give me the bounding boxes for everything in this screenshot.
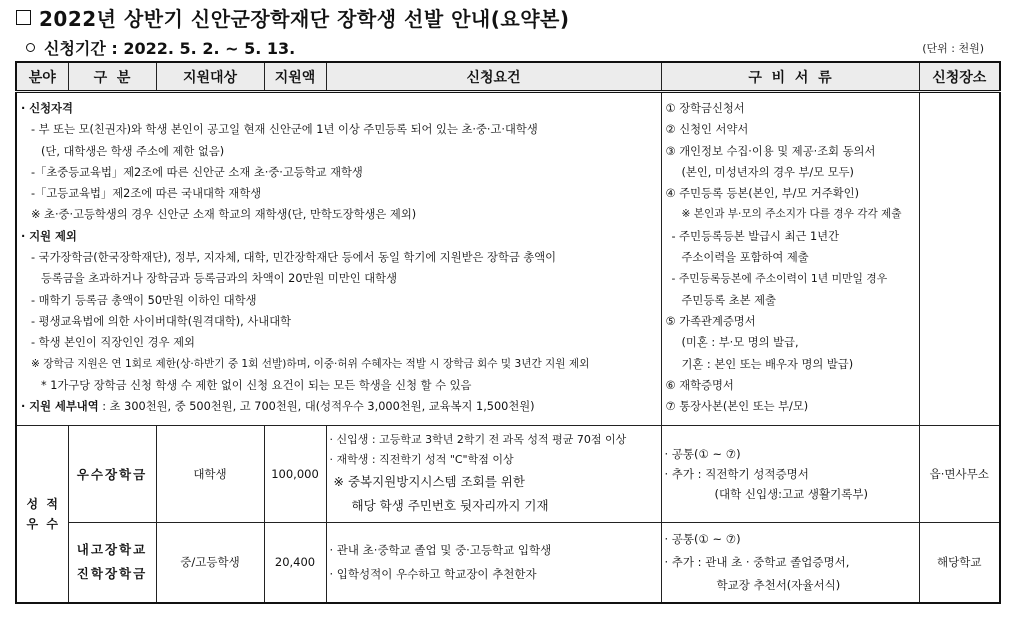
document-item: · 추가 : 관내 초 · 중학교 졸업증명서, [664,554,850,569]
merit-local-school-row [16,523,1000,603]
support-details-line [21,396,657,417]
section-eligibility: · 신청자격 [21,102,73,115]
place-cell: 읍·면사무소 [919,426,1000,523]
requirement-line: - 평생교육법에 의한 사이버대학(원격대학), 사내대학 [31,314,292,328]
requirement-note: * 1가구당 장학금 신청 학생 수 제한 없이 신청 요건이 되는 모든 학생을 신청 할 수 있음 [41,378,472,392]
checkbox-square-icon [16,10,31,25]
document-item: - 주민등록등본에 주소이력이 1년 미만일 경우 [671,272,888,286]
document-item: ⑥ 재학증명서 [665,378,734,392]
document-item: (대학 신입생:고교 생활기록부) [714,487,868,501]
document-item: 주민등록 초본 제출 [681,293,776,307]
general-documents-cell [661,92,919,426]
document-item: ① 장학금신청서 [665,102,745,115]
header-category: 구 분 [68,62,156,92]
document-item: ② 신청인 서약서 [665,123,749,137]
requirement-line: - 학생 본인이 직장인인 경우 제외 [31,336,195,350]
target-cell: 대학생 [156,426,264,523]
document-item: (미혼 : 부·모 명의 발급, [681,336,799,350]
circle-bullet-icon [26,43,35,52]
document-item: · 공통(① ~ ⑦) [664,531,741,546]
requirement-line: -「고등교육법」제2조에 따른 국내대학 재학생 [31,187,262,201]
requirement-line: - 부 또는 모(친권자)와 학생 본인이 공고일 현재 신안군에 1년 이상 주민등록 되어 있는 초·중·고·대학생 [31,123,538,137]
document-item: ③ 개인정보 수집·이용 및 제공·조회 동의서 [665,144,876,158]
merit-excellent-row [16,426,1000,523]
unit-label: (단위 : 천원) [922,42,984,55]
scholarship-name-line2: 진학장학금 [76,566,148,582]
section-support-details: · 지원 세부내역 [21,400,99,414]
requirement-line: - 국가장학금(한국장학재단), 정부, 지자체, 대학, 민간장학재단 등에서 동일 학기에 지원받은 장학금 총액이 [31,251,557,265]
scholarship-name-line1: 내고장학교 [76,542,148,558]
document-item: ④ 주민등록 등본(본인, 부/모 거주확인) [665,187,859,201]
requirement-note: ※ 초·중·고등학생의 경우 신안군 소재 학교의 재학생(단, 만학도장학생은 제외) [31,208,417,222]
place-cell: 해당학교 [919,523,1000,603]
field-label-line1: 성 적 [26,496,59,511]
document-item: (본인, 미성년자의 경우 부/모 모두) [681,165,854,179]
header-target: 지원대상 [156,62,264,92]
scholarship-table [15,61,1001,604]
requirement-note: 해당 학생 주민번호 뒷자리까지 기재 [351,498,549,513]
general-place-cell [919,92,1000,426]
header-requirements: 신청요건 [326,62,661,92]
target-cell: 중/고등학생 [156,523,264,603]
requirement-line: · 재학생 : 직전학기 성적 "C"학점 이상 [329,453,514,466]
requirement-line: - 매학기 등록금 총액이 50만원 이하인 대학생 [31,293,257,307]
requirement-line: -「초중등교육법」제2조에 따른 신안군 소재 초·중·고등학교 재학생 [31,165,363,179]
document-item: 학교장 추천서(자율서식) [716,577,841,592]
document-item: ⑤ 가족관계증명서 [665,314,756,328]
amount-cell: 100,000 [264,426,326,523]
general-row [16,92,1000,426]
document-title [16,3,569,32]
section-exclusions: · 지원 제외 [21,229,77,243]
header-place: 신청장소 [919,62,1000,92]
document-item: 주소이력을 포함하여 제출 [681,251,809,265]
scholarship-name [68,426,156,523]
amount-cell: 20,400 [264,523,326,603]
period-text: 신청기간 : 2022. 5. 2. ~ 5. 13. [44,39,296,58]
title-text: 2022년 상반기 신안군장학재단 장학생 선발 안내(요약본) [39,7,570,31]
requirement-line: · 신입생 : 고등학교 3학년 2학기 전 과목 성적 평균 70점 이상 [329,433,627,446]
application-period [26,36,295,59]
requirement-note: ※ 중복지원방지시스템 조회를 위한 [333,474,525,489]
requirement-line: · 입학성적이 우수하고 학교장이 추천한자 [329,567,537,582]
field-merit-cell [16,426,68,603]
requirement-line: (단, 대학생은 학생 주소에 제한 없음) [41,144,225,158]
header-field: 분야 [16,62,68,92]
documents-cell [661,426,919,523]
general-requirements-cell [16,92,661,426]
requirement-line: · 관내 초·중학교 졸업 및 중·고등학교 입학생 [329,543,552,558]
scholarship-name [68,523,156,603]
document-item: · 추가 : 직전학기 성적증명서 [664,467,809,481]
field-label-line2: 우 수 [26,516,59,531]
header-documents: 구 비 서 류 [661,62,919,92]
document-item: · 공통(① ~ ⑦) [664,447,741,461]
requirement-note: ※ 장학금 지원은 연 1회로 제한(상·하반기 중 1회 선발)하며, 이중·허위 수혜자는 적발 시 장학금 회수 및 3년간 지원 제외 [31,357,590,370]
scholarship-name-line1: 우수장학금 [76,467,148,482]
header-amount: 지원액 [264,62,326,92]
requirement-line: 등록금을 초과하거나 장학금과 등록금과의 차액이 20만원 미만인 대학생 [41,272,397,286]
header-row [16,62,1000,92]
document-item: ⑦ 통장사본(본인 또는 부/모) [665,400,809,414]
requirements-cell [326,523,661,603]
documents-cell [661,523,919,603]
document-note: ※ 본인과 부·모의 주소지가 다를 경우 각각 제출 [681,208,902,221]
document-item: - 주민등록등본 발급시 최근 1년간 [671,229,839,243]
requirements-cell [326,426,661,523]
document-item: 기혼 : 본인 또는 배우자 명의 발급) [681,357,854,371]
support-details-text: : 초 300천원, 중 500천원, 고 700천원, 대(성적우수 3,000천원, 교육복지 1,500천원) [98,400,535,414]
